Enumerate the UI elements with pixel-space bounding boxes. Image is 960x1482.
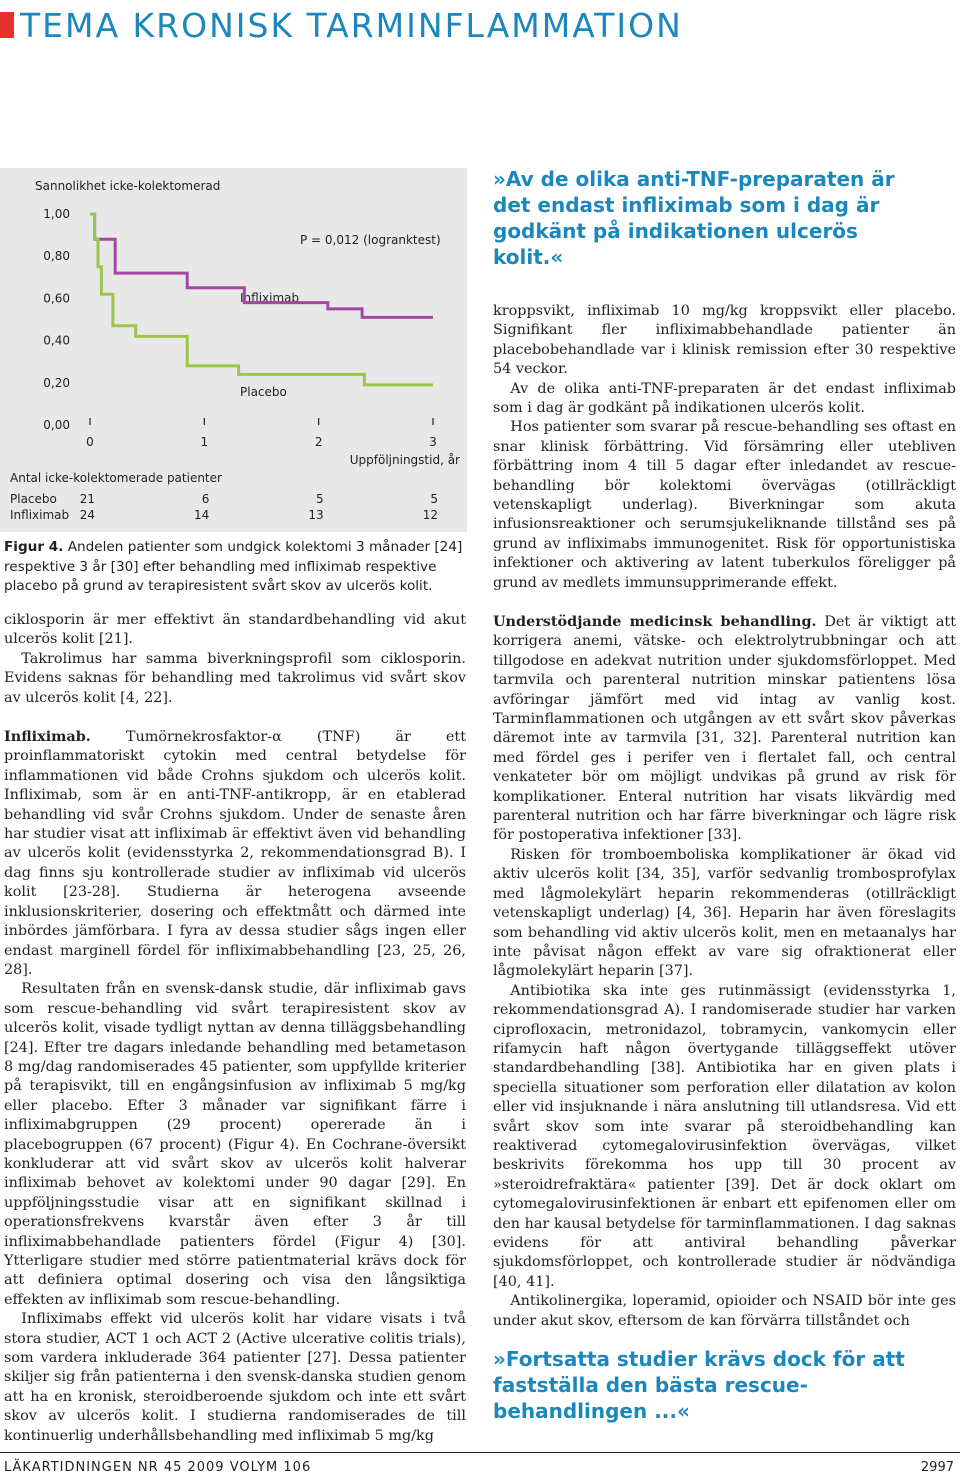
survival-chart: [0, 168, 467, 532]
x-axis-label: Uppföljningstid, år: [349, 453, 460, 467]
at-risk-value: 5: [316, 492, 324, 506]
paragraph: Risken för tromboemboliska komplikationer är ökad vid aktiv ulcerös kolit [34, 35], varför sedvanlig trombosprofylax med lågmolekylärt heparin rekommenderas (otillräckligt vetenskapligt underlag) [4, 36]. Heparin har även föreslagits som behandling vid aktiv ulcerös kolit, men en metaanalys har inte påvisat någon effekt av vare sig ofraktionerat eller lågmolekylärt heparin [37].: [493, 846, 956, 980]
run-in-heading: Understödjande medicinsk behandling.: [493, 613, 817, 630]
paragraph: Infliximabs effekt vid ulcerös kolit har vidare visats i två stora studier, ACT 1 och ACT 2 (Active ulcerative colitis trials), som vardera inkluderade 364 patienter [27]. Dessa patienter skiljer sig från patienterna i den svensk-danska studien genom att ha en kronisk, steroidberoende sjukdom och inte ett svårt skov av ulcerös kolit. I studierna randomiserades de till kontinuerlig underhållsbehandling med infliximab 5 mg/kg: [4, 1311, 466, 1444]
paragraph-infliximab: [4, 727, 466, 980]
paragraph: kroppsvikt, infliximab 10 mg/kg kroppsvikt eller placebo. Signifikant fler infliximabbehandlade patienter än placebobehandlade var i klinisk remission efter 30 respektive 54 veckor.: [493, 303, 956, 378]
at-risk-value: 21: [79, 492, 95, 506]
chart-title: Sannolikhet icke-kolektomerad: [35, 179, 221, 193]
footer-divider: [0, 1452, 960, 1453]
pull-quote-bottom: »Fortsatta studier krävs dock för att fastställa den bästa rescue-behandlingen ...«: [493, 1347, 905, 1423]
paragraph-text: Tumörnekrosfaktor-α (TNF) är ett proinflammatoriskt cytokin med central betydelse för inflammationen vid både Crohns sjukdom och ulcerös kolit. Infliximab, som är en anti-TNF-antikropp, är en etablerad behandling vid svår Crohns sjukdom. Under de senaste åren har studier visat att infliximab är effektivt även vid behandling av ulcerös kolit (evidensstyrka 2, rekommendationsgrad B). I dag finns sju kontrollerade studier av infliximab vid ulcerös kolit [23-28]. Studierna är heterogena avseende inklusionskriterier, dosering och effektmått och därmed inte inbördes jämförbara. I fyra av dessa studier sågs ingen eller endast marginell fördel för infliximabbehandling [23, 25, 26, 28].: [4, 729, 466, 978]
page-header: [0, 0, 960, 50]
paragraph-supportive-treatment: [493, 612, 956, 846]
y-tick-label: 0,00: [43, 418, 70, 432]
at-risk-value: 13: [308, 508, 324, 522]
y-tick-label: 0,20: [43, 375, 70, 390]
run-in-heading: Infliximab.: [4, 728, 91, 746]
at-risk-value: 6: [201, 492, 210, 506]
at-risk-table: [10, 492, 438, 522]
at-risk-title: Antal icke-kolektomerade patienter: [10, 471, 222, 485]
right-column-top: [493, 302, 956, 593]
at-risk-value: 24: [79, 508, 95, 522]
chart-annotation: P = 0,012 (logranktest): [300, 233, 441, 247]
x-tick-label: 1: [200, 435, 209, 449]
infliximab-series-label: Infliximab: [240, 291, 300, 305]
journal-footer: LÄKARTIDNINGEN NR 45 2009 VOLYM 106: [4, 1460, 312, 1475]
paragraph: Antikolinergika, loperamid, opioider och NSAID bör inte ges under akut skov, eftersom de kan förvärra tillståndet och: [493, 1293, 956, 1329]
paragraph: Antibiotika ska inte ges rutinmässigt (evidensstyrka 1, rekommendationsgrad A). I randomiserade studier har varken ciprofloxacin, metronidazol, tobramycin, vankomycin eller rifamycin haft någon övertygande tilläggseffekt utöver standardbehandling [38]. Antibiotika har en given plats i speciella situationer som perforation eller dilatation av kolon eller vid insjuknande i nära anslutning till utlandsresa. Vid ett svårt skov som inte svarar på steroidbehandling kan reaktiverad cytomegalovirusinfektion övervägas, vilket beskrivits förekomma hos upp till 30 procent av »steroidrefraktära« patienter [39]. Det är dock oklart om cytomegalovirusinfektionen är enbart ett epifenomen eller om den har kausal betydelse för tarminflammationen. I dag saknas evidens för att antiviral behandling påverkar sjukdomsförloppet, och kontrollerade studier är nödvändiga [40, 41].: [493, 982, 956, 1290]
paragraph: Hos patienter som svarar på rescue-behandling ses oftast en snar klinisk förbättring. Vid försämring eller utebliven förbättring inom 4 till 5 dagar efter inledandet av rescue-behandling bör kolektomi övervägas (otillräckligt vetenskapligt underlag). Biverkningar som akuta infusionsreaktioner och serumsjukeliknande tillstånd ses på grund av infliximabs immunogenitet. Risk för opportunistiska infektioner och aktivering av latent tuberkulos föreligger på grund av medlets immunsupprimerande effekt.: [493, 419, 956, 591]
y-tick-label: 0,40: [43, 333, 70, 348]
figure-caption: [4, 538, 464, 597]
at-risk-value: 14: [194, 508, 210, 522]
figure-4: [0, 168, 467, 532]
paragraph: ciklosporin är mer effektivt än standardbehandling vid akut ulcerös kolit [21].: [4, 612, 466, 648]
caption-text: Andelen patienter som undgick kolektomi 3 månader [24] respektive 3 år [30] efter behandling med infliximab respektive placebo på grund av terapiresistent svårt skov av ulcerös kolit.: [4, 539, 463, 594]
right-column-bottom: [493, 612, 956, 1331]
series-line-infliximab: [90, 214, 433, 317]
left-column: [4, 611, 466, 1446]
y-tick-label: 0,80: [43, 249, 70, 264]
placebo-series-label: Placebo: [240, 385, 287, 399]
x-axis-ticks: [86, 418, 437, 449]
x-tick-label: 0: [86, 435, 94, 449]
page-title: TEMA KRONISK TARMINFLAMMATION: [20, 6, 683, 45]
x-tick-label: 3: [429, 435, 437, 449]
y-tick-label: 0,60: [43, 291, 70, 306]
page-number: 2997: [920, 1460, 954, 1475]
at-risk-row-label: Placebo: [10, 492, 57, 506]
paragraph-text: Det är viktigt att korrigera anemi, vätske- och elektrolytrubbningar och att tillgodose en adekvat nutrition under sjukdomsförloppet. Med tarmvila och parenteral nutrition minskar patientens lösa avföringar jämfört med vid intag av vanlig kost. Tarminflammationen och utgången av ett svårt skov påverkas däremot inte av tarmvila [31, 32]. Parenteral nutrition kan med fördel ges i perifer ven i flertalet fall, och central venkateter bör om möjligt undvikas på grund av risk för komplikationer. Enteral nutrition har visats likvärdig med parenteral nutrition och har färre biverkningar och lägre risk för postoperativa infektioner [33].: [493, 614, 956, 844]
figure-label: Figur 4.: [4, 539, 64, 555]
x-tick-label: 2: [314, 435, 323, 449]
header-accent-square: [0, 12, 14, 38]
pull-quote-top: »Av de olika anti-TNF-preparaten är det endast infliximab som i dag är godkänt på indikationen ulcerös kolit.«: [493, 167, 895, 269]
paragraph: Av de olika anti-TNF-preparaten är det endast infliximab som i dag är godkänt på indikationen ulcerös kolit.: [493, 380, 956, 417]
paragraph: Takrolimus har samma biverkningsprofil som ciklosporin. Evidens saknas för behandling med takrolimus vid svårt skov av ulcerös kolit [4, 22].: [4, 650, 466, 706]
paragraph: Resultaten från en svensk-dansk studie, där infliximab gavs som rescue-behandling vid svårt terapiresistent skov av ulcerös kolit, visade tydligt nyttan av denna tilläggsbehandling [24]. Efter tre dagars inledande behandling med betametason 8 mg/dag randomiserades 45 patienter, som uppfyllde kriterier på terapisvikt, till en engångsinfusion av infliximab 5 mg/kg eller placebo. Efter 3 månader var signifikant färre i infliximabgruppen (29 procent) opererade än i placebogruppen (67 procent) (Figur 4). En Cochrane-översikt konkluderar att vid svårt skov av ulcerös kolit halverar infliximab behovet av kolektomi under 90 dagar [29]. En uppföljningsstudie visar att en signifikant skillnad i operationsfrekvens kvarstår även efter 3 år till infliximabbehandlade patienters fördel (Figur 4) [30]. Ytterligare studier med större patientmaterial krävs dock för att definiera optimal dosering och visa den långsiktiga effekten av infliximab som rescue-behandling.: [4, 981, 466, 1308]
at-risk-row-label: Infliximab: [10, 508, 70, 522]
at-risk-value: 12: [422, 508, 438, 522]
at-risk-value: 5: [430, 492, 438, 506]
y-axis-ticks: [43, 207, 70, 432]
y-tick-label: 1,00: [43, 207, 70, 221]
